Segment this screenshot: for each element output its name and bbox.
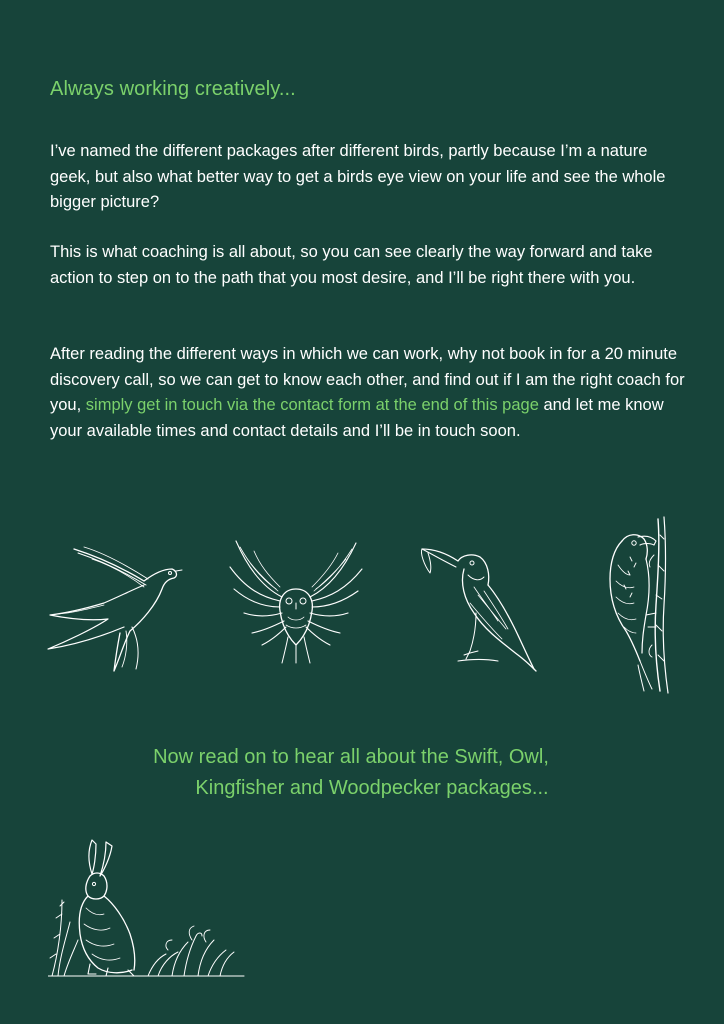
coaching-paragraph: This is what coaching is all about, so you can see clearly the way forward and take action to step on to the path that you most desire, and I’ll be right there with you. [50, 243, 653, 287]
section-heading: Always working creatively... [50, 78, 296, 100]
call-to-action [0, 742, 724, 804]
discovery-call-paragraph [50, 342, 690, 444]
cta-line-1: Now read on to hear all about the Swift, Owl, [153, 746, 549, 768]
bird-illustrations [40, 515, 680, 695]
kingfisher-icon [418, 543, 538, 673]
contact-form-link[interactable]: simply get in touch via the contact form at the end of this page [85, 396, 539, 414]
woodpecker-icon [594, 515, 684, 695]
swift-icon [44, 543, 184, 678]
hare-icon [48, 838, 248, 980]
owl-icon [226, 537, 366, 667]
cta-line-2: Kingfisher and Woodpecker packages... [195, 777, 549, 799]
intro-paragraph: I’ve named the different packages after different birds, partly because I’m a nature geek, but also what better way to get a birds eye view on your life and see the whole bigger picture? [50, 142, 666, 211]
discovery-call-text-end: and let me know your available times and contact details and I’ll be in touch soon. [50, 396, 664, 440]
discovery-call-text: After reading the different ways in which we can work, why not book in for a 20 minute discovery call, so we can get to know each other, and find out if I am the right coach for you, [50, 345, 685, 414]
